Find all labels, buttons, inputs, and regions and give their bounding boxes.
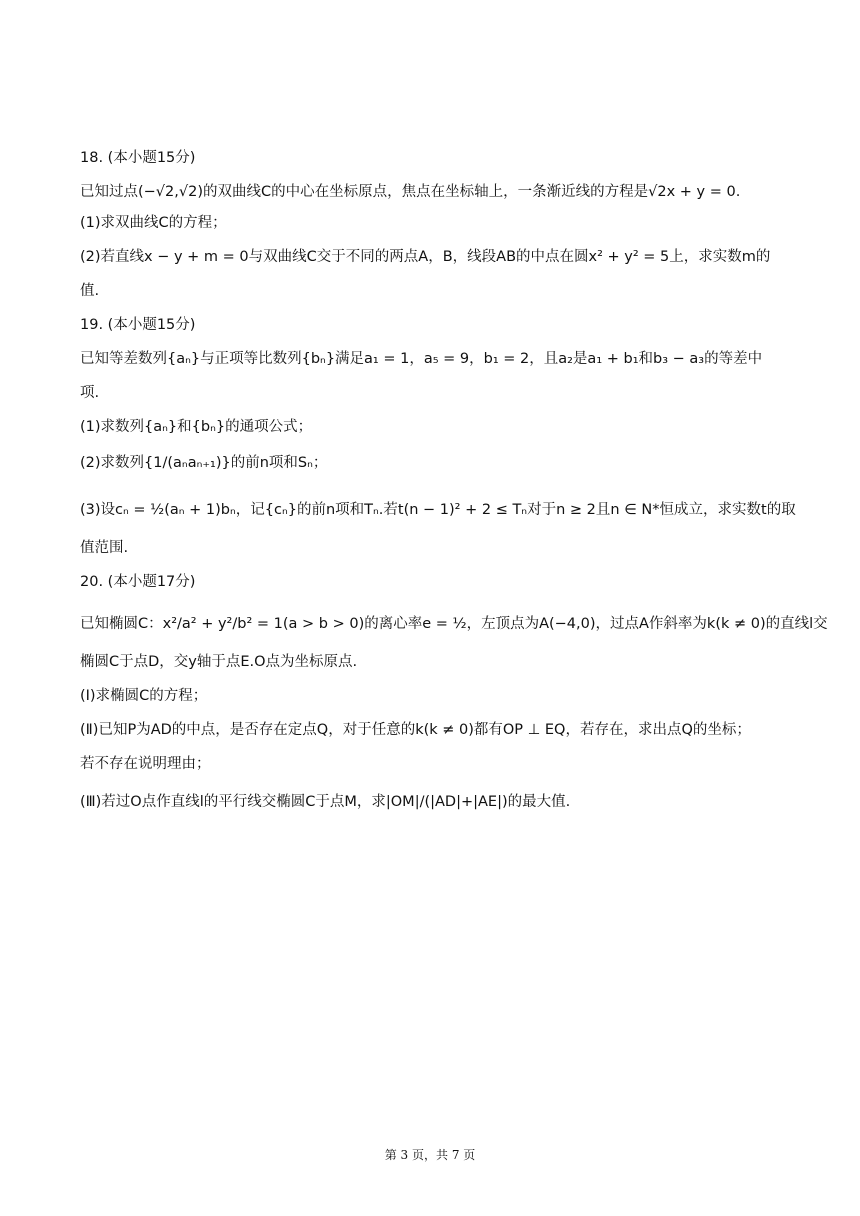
question-20-header: 20. (本小题17分) (80, 574, 196, 590)
question-19-stem-cont: 项. (80, 385, 100, 401)
page-footer: 第 3 页，共 7 页 (384, 1148, 476, 1162)
question-19-part-3: (3)设cₙ = ½(aₙ + 1)bₙ，记{cₙ}的前n项和Tₙ.若t(n − 1)² + 2 ≤ Tₙ对于n ≥ 2且n ∈ N*恒成立，求实数t的取 (80, 502, 796, 518)
question-18-stem: 已知过点(−√2,√2)的双曲线C的中心在坐标原点，焦点在坐标轴上，一条渐近线的方程是√2x + y = 0. (80, 184, 741, 200)
question-20-part-1: (Ⅰ)求椭圆C的方程； (80, 688, 208, 704)
question-18-part-1: (1)求双曲线C的方程； (80, 215, 227, 231)
question-19-header: 19. (本小题15分) (80, 317, 196, 333)
question-19-part-1: (1)求数列{aₙ}和{bₙ}的通项公式； (80, 419, 313, 435)
question-18-header: 18. (本小题15分) (80, 150, 196, 166)
question-19-part-2: (2)求数列{1/(aₙaₙ₊₁)}的前n项和Sₙ； (80, 455, 328, 471)
question-20-part-2-cont: 若不存在说明理由； (80, 756, 211, 772)
question-20-part-2: (Ⅱ)已知P为AD的中点，是否存在定点Q，对于任意的k(k ≠ 0)都有OP ⊥ EQ，若存在，求出点Q的坐标； (80, 722, 751, 738)
question-19-stem: 已知等差数列{aₙ}与正项等比数列{bₙ}满足a₁ = 1，a₅ = 9，b₁ = 2，且a₂是a₁ + b₁和b₃ − a₃的等差中 (80, 351, 763, 367)
question-19-part-3-cont: 值范围. (80, 540, 129, 556)
question-20-stem: 已知椭圆C：x²/a² + y²/b² = 1(a > b > 0)的离心率e = ½，左顶点为A(−4,0)，过点A作斜率为k(k ≠ 0)的直线l交 (80, 616, 828, 632)
question-20-part-3: (Ⅲ)若过O点作直线l的平行线交椭圆C于点M，求|OM|/(|AD|+|AE|)的最大值. (80, 794, 571, 810)
question-18-part-2-cont: 值. (80, 283, 100, 299)
question-18-part-2: (2)若直线x − y + m = 0与双曲线C交于不同的两点A，B，线段AB的中点在圆x² + y² = 5上，求实数m的 (80, 249, 771, 265)
question-20-stem-cont: 椭圆C于点D，交y轴于点E.O点为坐标原点. (80, 654, 358, 670)
